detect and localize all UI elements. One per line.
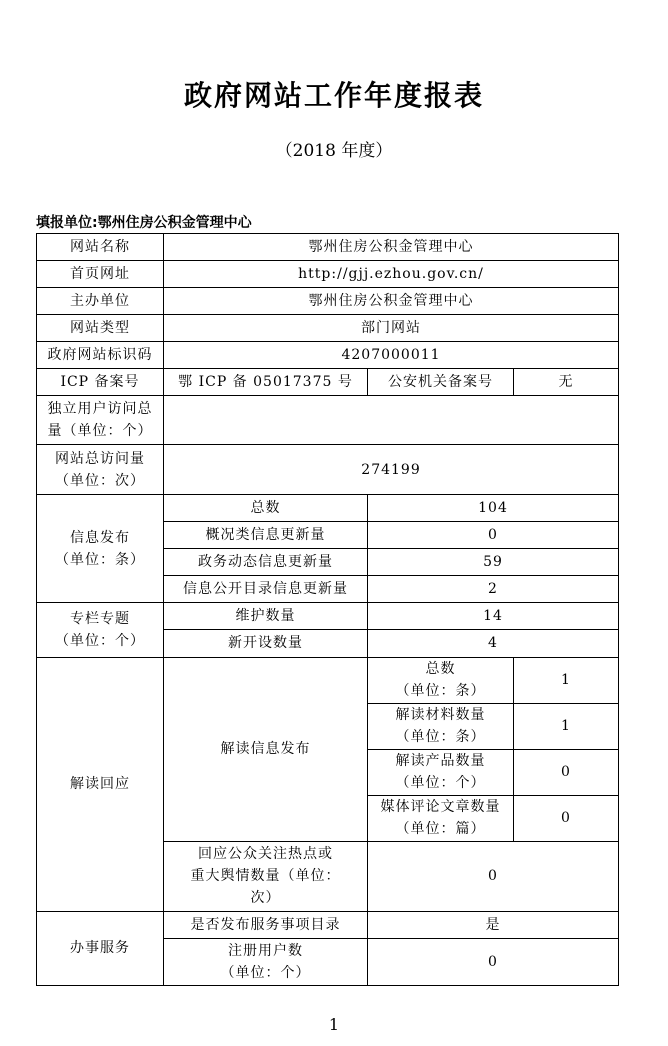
label-line: 总数 <box>425 661 456 678</box>
icp-label: ICP 备案号 <box>37 369 164 396</box>
interpret-item-label <box>368 749 514 795</box>
table-row <box>37 495 619 522</box>
homepage-value: http://gjj.ezhou.gov.cn/ <box>164 261 619 288</box>
column-item-label: 维护数量 <box>164 603 368 630</box>
report-year: （2018 年度） <box>275 141 393 161</box>
table-row <box>37 315 619 342</box>
table-row <box>37 369 619 396</box>
label-line: 注册用户数 <box>228 942 303 959</box>
label-line: 重大舆情数量（单位： <box>190 868 341 885</box>
info-publish-label <box>37 495 164 603</box>
label-line: （单位：次） <box>55 472 145 489</box>
response-label <box>164 841 368 911</box>
label-line: （单位：个） <box>395 775 486 792</box>
interpret-item-value: 0 <box>514 749 619 795</box>
reporting-unit: 填报单位:鄂州住房公积金管理中心 <box>36 215 252 231</box>
label-line: 解读材料数量 <box>395 707 486 724</box>
report-title: 政府网站工作年度报表 <box>183 79 484 112</box>
icp-value: 鄂 ICP 备 05017375 号 <box>164 369 368 396</box>
total-visits-value: 274199 <box>164 445 619 495</box>
info-item-label: 概况类信息更新量 <box>164 522 368 549</box>
site-name-value: 鄂州住房公积金管理中心 <box>164 234 619 261</box>
info-item-value: 0 <box>368 522 619 549</box>
table-row <box>37 445 619 495</box>
total-visits-label <box>37 445 164 495</box>
columns-label <box>37 603 164 657</box>
label-line: 解读产品数量 <box>395 753 486 770</box>
label-line: 网站总访问量 <box>55 450 145 467</box>
label-line: 回应公众关注热点或 <box>198 846 333 863</box>
site-name-label: 网站名称 <box>37 234 164 261</box>
interpret-label: 解读回应 <box>37 657 164 911</box>
police-record-label: 公安机关备案号 <box>368 369 514 396</box>
column-item-value: 4 <box>368 630 619 657</box>
sponsor-value: 鄂州住房公积金管理中心 <box>164 288 619 315</box>
label-line: （单位：条） <box>55 551 145 568</box>
gov-id-value: 4207000011 <box>164 342 619 369</box>
interpret-item-label <box>368 703 514 749</box>
report-table <box>36 233 619 986</box>
sponsor-label: 主办单位 <box>37 288 164 315</box>
page-number: 1 <box>328 1015 340 1034</box>
table-row <box>37 603 619 630</box>
info-item-value: 104 <box>368 495 619 522</box>
service-item-value: 是 <box>368 911 619 938</box>
interpret-item-label <box>368 657 514 703</box>
gov-id-label: 政府网站标识码 <box>37 342 164 369</box>
site-type-label: 网站类型 <box>37 315 164 342</box>
label-line: （单位：个） <box>220 964 311 981</box>
table-row <box>37 657 619 703</box>
service-item-label <box>164 938 368 985</box>
homepage-label: 首页网址 <box>37 261 164 288</box>
table-row <box>37 288 619 315</box>
table-row <box>37 396 619 445</box>
label-line: 专栏专题 <box>70 610 130 627</box>
service-label: 办事服务 <box>37 911 164 985</box>
label-line: （单位：条） <box>395 683 486 700</box>
interpret-item-value: 1 <box>514 703 619 749</box>
label-line: 次） <box>250 890 281 907</box>
site-type-value: 部门网站 <box>164 315 619 342</box>
column-item-label: 新开设数量 <box>164 630 368 657</box>
label-line: 独立用户访问总 <box>47 401 153 418</box>
unique-visitors-label <box>37 396 164 445</box>
info-item-label: 政务动态信息更新量 <box>164 549 368 576</box>
table-row <box>37 342 619 369</box>
label-line: 量（单位：个） <box>47 423 153 440</box>
table-row <box>37 911 619 938</box>
label-line: （单位：篇） <box>395 821 486 838</box>
service-item-value: 0 <box>368 938 619 985</box>
info-item-label: 总数 <box>164 495 368 522</box>
label-line: （单位：个） <box>55 632 145 649</box>
interpret-publish-label: 解读信息发布 <box>164 657 368 841</box>
unique-visitors-value <box>164 396 619 445</box>
interpret-item-label <box>368 795 514 841</box>
table-row <box>37 234 619 261</box>
column-item-value: 14 <box>368 603 619 630</box>
interpret-item-value: 1 <box>514 657 619 703</box>
info-item-value: 2 <box>368 576 619 603</box>
label-line: 信息发布 <box>70 529 130 546</box>
service-item-label: 是否发布服务事项目录 <box>164 911 368 938</box>
response-value: 0 <box>368 841 619 911</box>
info-item-label: 信息公开目录信息更新量 <box>164 576 368 603</box>
police-record-value: 无 <box>514 369 619 396</box>
label-line: 媒体评论文章数量 <box>380 799 501 816</box>
info-item-value: 59 <box>368 549 619 576</box>
label-line: （单位：条） <box>395 729 486 746</box>
table-row <box>37 261 619 288</box>
interpret-item-value: 0 <box>514 795 619 841</box>
